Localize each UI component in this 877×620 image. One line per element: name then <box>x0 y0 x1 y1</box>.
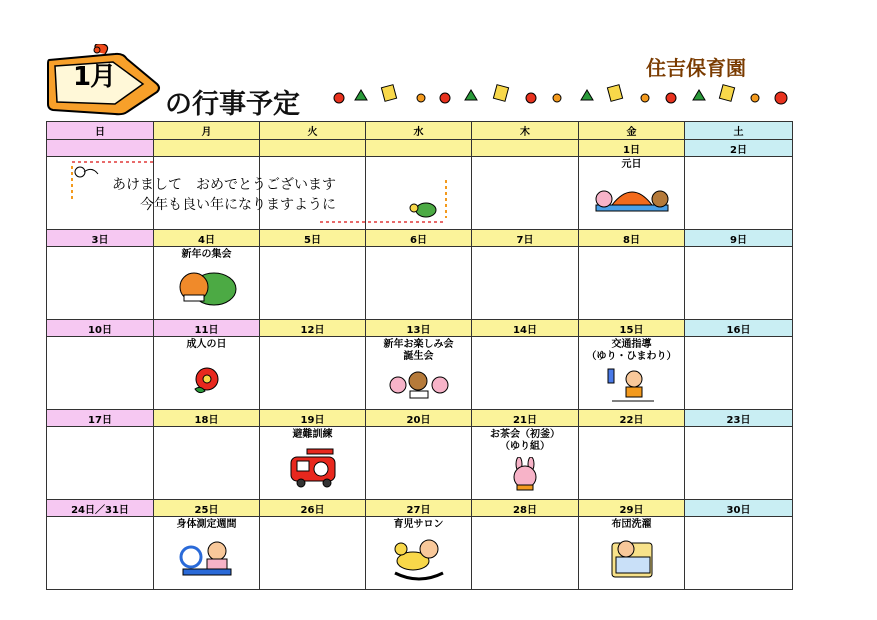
day-cell <box>47 517 154 590</box>
date-cell <box>47 140 154 157</box>
date-row <box>47 140 793 157</box>
day-cell <box>685 427 793 500</box>
day-cell <box>260 517 366 590</box>
day-cell <box>47 247 154 320</box>
event-label: 新年お楽しみ会 <box>383 339 454 350</box>
day-cell <box>579 157 685 230</box>
day-cell <box>47 427 154 500</box>
lion-dance-icon <box>176 265 238 309</box>
month-number: 1月 <box>73 62 116 92</box>
event-label: お茶会（初釜） <box>490 429 560 440</box>
day-cell <box>579 517 685 590</box>
date-cell: 2日 <box>685 140 793 157</box>
event-row <box>47 427 793 500</box>
new-year-decoration-border-icon <box>325 80 795 108</box>
date-cell: 21日 <box>472 410 579 427</box>
date-cell: 14日 <box>472 320 579 337</box>
date-cell: 6日 <box>366 230 472 247</box>
event-row <box>47 337 793 410</box>
date-cell: 3日 <box>47 230 154 247</box>
date-cell: 9日 <box>685 230 793 247</box>
date-cell: 1日 <box>579 140 685 157</box>
weekday-header-row <box>47 122 793 140</box>
day-cell <box>685 157 793 230</box>
day-cell <box>472 427 579 500</box>
weekday-tue: 火 <box>260 122 366 140</box>
weekday-fri: 金 <box>579 122 685 140</box>
weekday-sat: 土 <box>685 122 793 140</box>
date-cell: 13日 <box>366 320 472 337</box>
day-cell <box>685 247 793 320</box>
date-cell <box>472 140 579 157</box>
date-cell: 24日／31日 <box>47 500 154 517</box>
date-cell: 11日 <box>154 320 260 337</box>
date-cell <box>154 140 260 157</box>
weekday-sun: 日 <box>47 122 154 140</box>
date-cell: 15日 <box>579 320 685 337</box>
event-label: 避難訓練 <box>292 429 333 440</box>
day-cell <box>366 247 472 320</box>
futon-sleeping-child-icon <box>608 535 656 579</box>
date-cell: 27日 <box>366 500 472 517</box>
date-cell: 28日 <box>472 500 579 517</box>
day-cell <box>154 517 260 590</box>
weekday-mon: 月 <box>154 122 260 140</box>
date-cell: 10日 <box>47 320 154 337</box>
date-row <box>47 410 793 427</box>
traffic-safety-child-icon <box>604 367 660 403</box>
date-row <box>47 320 793 337</box>
day-cell <box>47 337 154 410</box>
page-title: の行事予定 <box>165 89 300 120</box>
day-cell <box>472 337 579 410</box>
date-cell: 4日 <box>154 230 260 247</box>
event-label: 布団洗濯 <box>611 519 652 530</box>
date-cell: 8日 <box>579 230 685 247</box>
camellia-flower-icon <box>191 363 223 397</box>
day-cell <box>685 337 793 410</box>
day-cell <box>579 427 685 500</box>
weekday-wed: 水 <box>366 122 472 140</box>
day-cell <box>154 427 260 500</box>
date-cell: 19日 <box>260 410 366 427</box>
day-cell <box>260 247 366 320</box>
date-cell: 29日 <box>579 500 685 517</box>
event-label: （ゆり・ひまわり） <box>586 351 677 362</box>
date-row <box>47 500 793 517</box>
date-cell: 17日 <box>47 410 154 427</box>
date-cell: 23日 <box>685 410 793 427</box>
event-row <box>47 247 793 320</box>
date-cell <box>260 140 366 157</box>
event-label: （ゆり組） <box>500 441 550 452</box>
greeting-line-2: 今年も良い年になりますように <box>140 197 336 213</box>
date-cell: 16日 <box>685 320 793 337</box>
day-cell <box>366 337 472 410</box>
day-cell <box>366 517 472 590</box>
scale-baby-icon <box>177 535 237 579</box>
day-cell <box>472 157 579 230</box>
greeting-line-1: あけまして おめでとうございます <box>112 177 336 193</box>
date-cell: 25日 <box>154 500 260 517</box>
date-cell: 7日 <box>472 230 579 247</box>
date-cell <box>366 140 472 157</box>
date-cell: 30日 <box>685 500 793 517</box>
page-header <box>0 0 877 122</box>
event-label: 交通指導 <box>611 339 652 350</box>
day-cell <box>685 517 793 590</box>
event-label: 誕生会 <box>403 351 434 362</box>
day-cell <box>366 157 472 230</box>
date-row <box>47 230 793 247</box>
date-cell: 26日 <box>260 500 366 517</box>
date-cell: 20日 <box>366 410 472 427</box>
date-cell: 22日 <box>579 410 685 427</box>
rocking-horse-baby-icon <box>389 535 449 583</box>
weekday-thu: 木 <box>472 122 579 140</box>
day-cell <box>154 247 260 320</box>
day-cell <box>260 337 366 410</box>
event-label: 身体測定週間 <box>176 519 237 530</box>
event-label: 育児サロン <box>393 519 444 530</box>
date-cell: 5日 <box>260 230 366 247</box>
date-cell: 18日 <box>154 410 260 427</box>
day-cell <box>154 337 260 410</box>
event-label: 成人の日 <box>186 339 227 350</box>
sunrise-animals-icon <box>592 175 672 215</box>
day-cell <box>366 427 472 500</box>
day-cell <box>579 247 685 320</box>
day-cell <box>472 247 579 320</box>
party-animals-icon <box>384 367 454 399</box>
bunny-tea-icon <box>507 457 543 491</box>
day-cell <box>579 337 685 410</box>
event-label: 新年の集会 <box>181 249 232 260</box>
event-row <box>47 517 793 590</box>
school-name: 住吉保育園 <box>646 56 746 80</box>
date-cell: 12日 <box>260 320 366 337</box>
event-label: 元日 <box>621 159 642 170</box>
fire-truck-icon <box>287 445 339 489</box>
day-cell <box>260 427 366 500</box>
day-cell <box>472 517 579 590</box>
